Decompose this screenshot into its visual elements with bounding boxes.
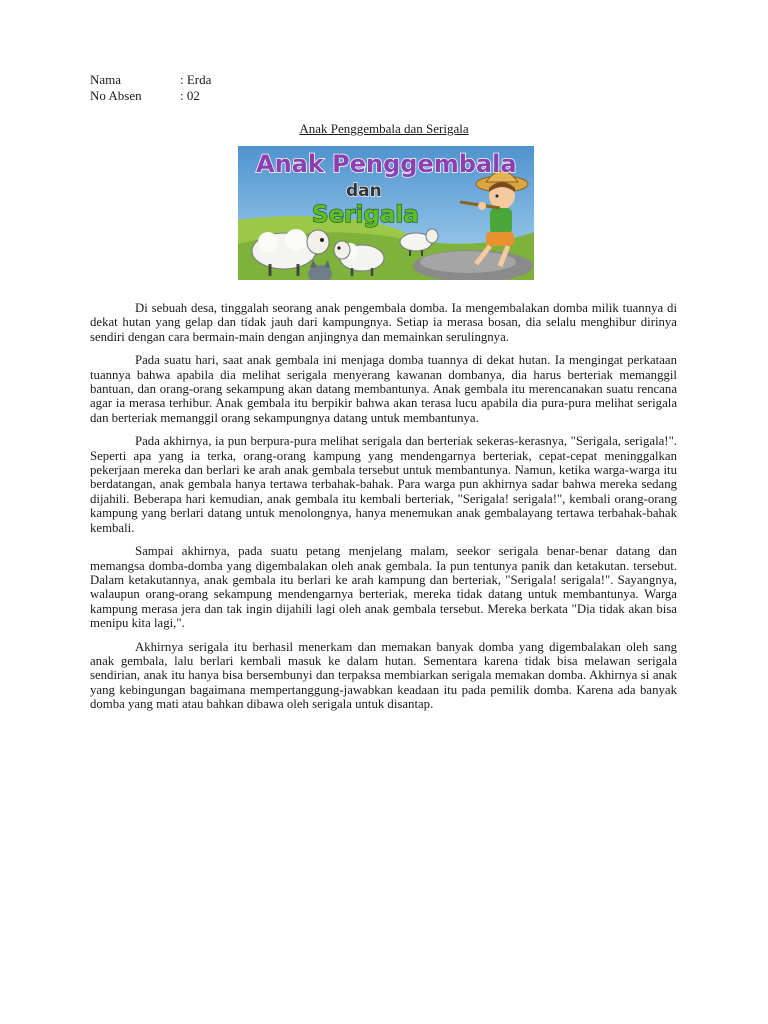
name-label: Nama <box>90 72 122 87</box>
illustration-title-line2: dan <box>346 181 382 201</box>
paragraph-2: Pada suatu hari, saat anak gembala ini menjaga domba tuannya di dekat hutan. Ia mengingat perkataan tuannya bahwa apabila dia melihat serigala menyerang kawanan dombanya, dia harus berteriak memanggil bantuan, dan orang-orang sekampung akan datang membantunya. Anak gembala itu merencanakan suatu rencana agar ia merasa terhibur. Anak gembala itu berpikir bahwa akan terasa lucu apabila dia pura-pura melihat serigala dan berteriak memanggil orang sekampungnya datang untuk membantunya. <box>90 353 677 425</box>
illustration-title-line1: Anak Penggembala <box>256 150 517 178</box>
story-illustration <box>238 146 534 280</box>
absen-label: No Absen <box>90 88 142 103</box>
absen-value: : 02 <box>180 88 200 103</box>
absen-row <box>90 88 211 104</box>
paragraph-5: Akhirnya serigala itu berhasil menerkam dan memakan banyak domba yang digembalakan oleh sang anak gembala, lalu berlari kembali masuk ke dalam hutan. Sementara karena tidak bisa melawan serigala sendirian, anak itu hanya bisa bersembunyi dan terpaksa membiarkan serigala memakan domba. Akhirnya si anak yang kebingungan bagaimana mempertanggung-jawabkan keadaan itu pada pemilik domba. Karena ada banyak domba yang mati atau bahkan dibawa oleh serigala untuk disantap. <box>90 639 677 712</box>
name-row <box>90 72 211 88</box>
story-body <box>90 301 677 721</box>
name-value: : Erda <box>180 72 212 87</box>
illustration-drawing <box>238 146 534 280</box>
paragraph-3: Pada akhirnya, ia pun berpura-pura melihat serigala dan berteriak sekeras-kerasnya, "Serigala, serigala!". Seperti apa yang ia terka, orang-orang kampung yang mendengarnya berteriak, cepat-cepat meninggalkan pekerjaan mereka dan berlari ke arah anak gembala tersebut untuk membantunya. Namun, ketika warga-warga itu berdatangan, anak gembala hanya tertawa terbahak-bahak. Para warga pun akhirnya sadar bahwa mereka sedang dijahili. Beberapa hari kemudian, anak gembala itu kembali berteriak, "Serigala! serigala!", kembali orang-orang kampung yang berlari datang untuk menolongnya, hanya menemukan anak gembalayang tertawa terbahak-bahak kembali. <box>90 434 677 535</box>
paragraph-4: Sampai akhirnya, pada suatu petang menjelang malam, seekor serigala benar-benar datang dan memangsa domba-domba yang digembalakan oleh anak gembala. Ia pun tentunya panik dan ketakutan. tersebut. Dalam ketakutannya, anak gembala itu berlari ke arah kampung dan berteriak, "Serigala! serigala!". Sayangnya, walaupun orang-orang sekampung mendengarnya berteriak, mereka tidak datang untuk membantunya. Warga kampung merasa jera dan tak ingin dijahili lagi oleh anak gembala tersebut. Mereka berkata "Dia tidak akan bisa menipu kita lagi,". <box>90 544 677 631</box>
story-title: Anak Penggembala dan Serigala <box>299 121 469 136</box>
illustration-title-line3: Serigala <box>312 202 419 228</box>
student-info <box>90 72 211 104</box>
paragraph-1: Di sebuah desa, tinggalah seorang anak pengembala domba. Ia mengembalakan domba milik tuannya di dekat hutan yang gelap dan tidak jauh dari kampungnya. Setiap ia merasa bosan, dia selalu menghibur dirinya sendiri dengan cara bermain-main dengan anjingnya dan memainkan serulingnya. <box>90 301 677 344</box>
